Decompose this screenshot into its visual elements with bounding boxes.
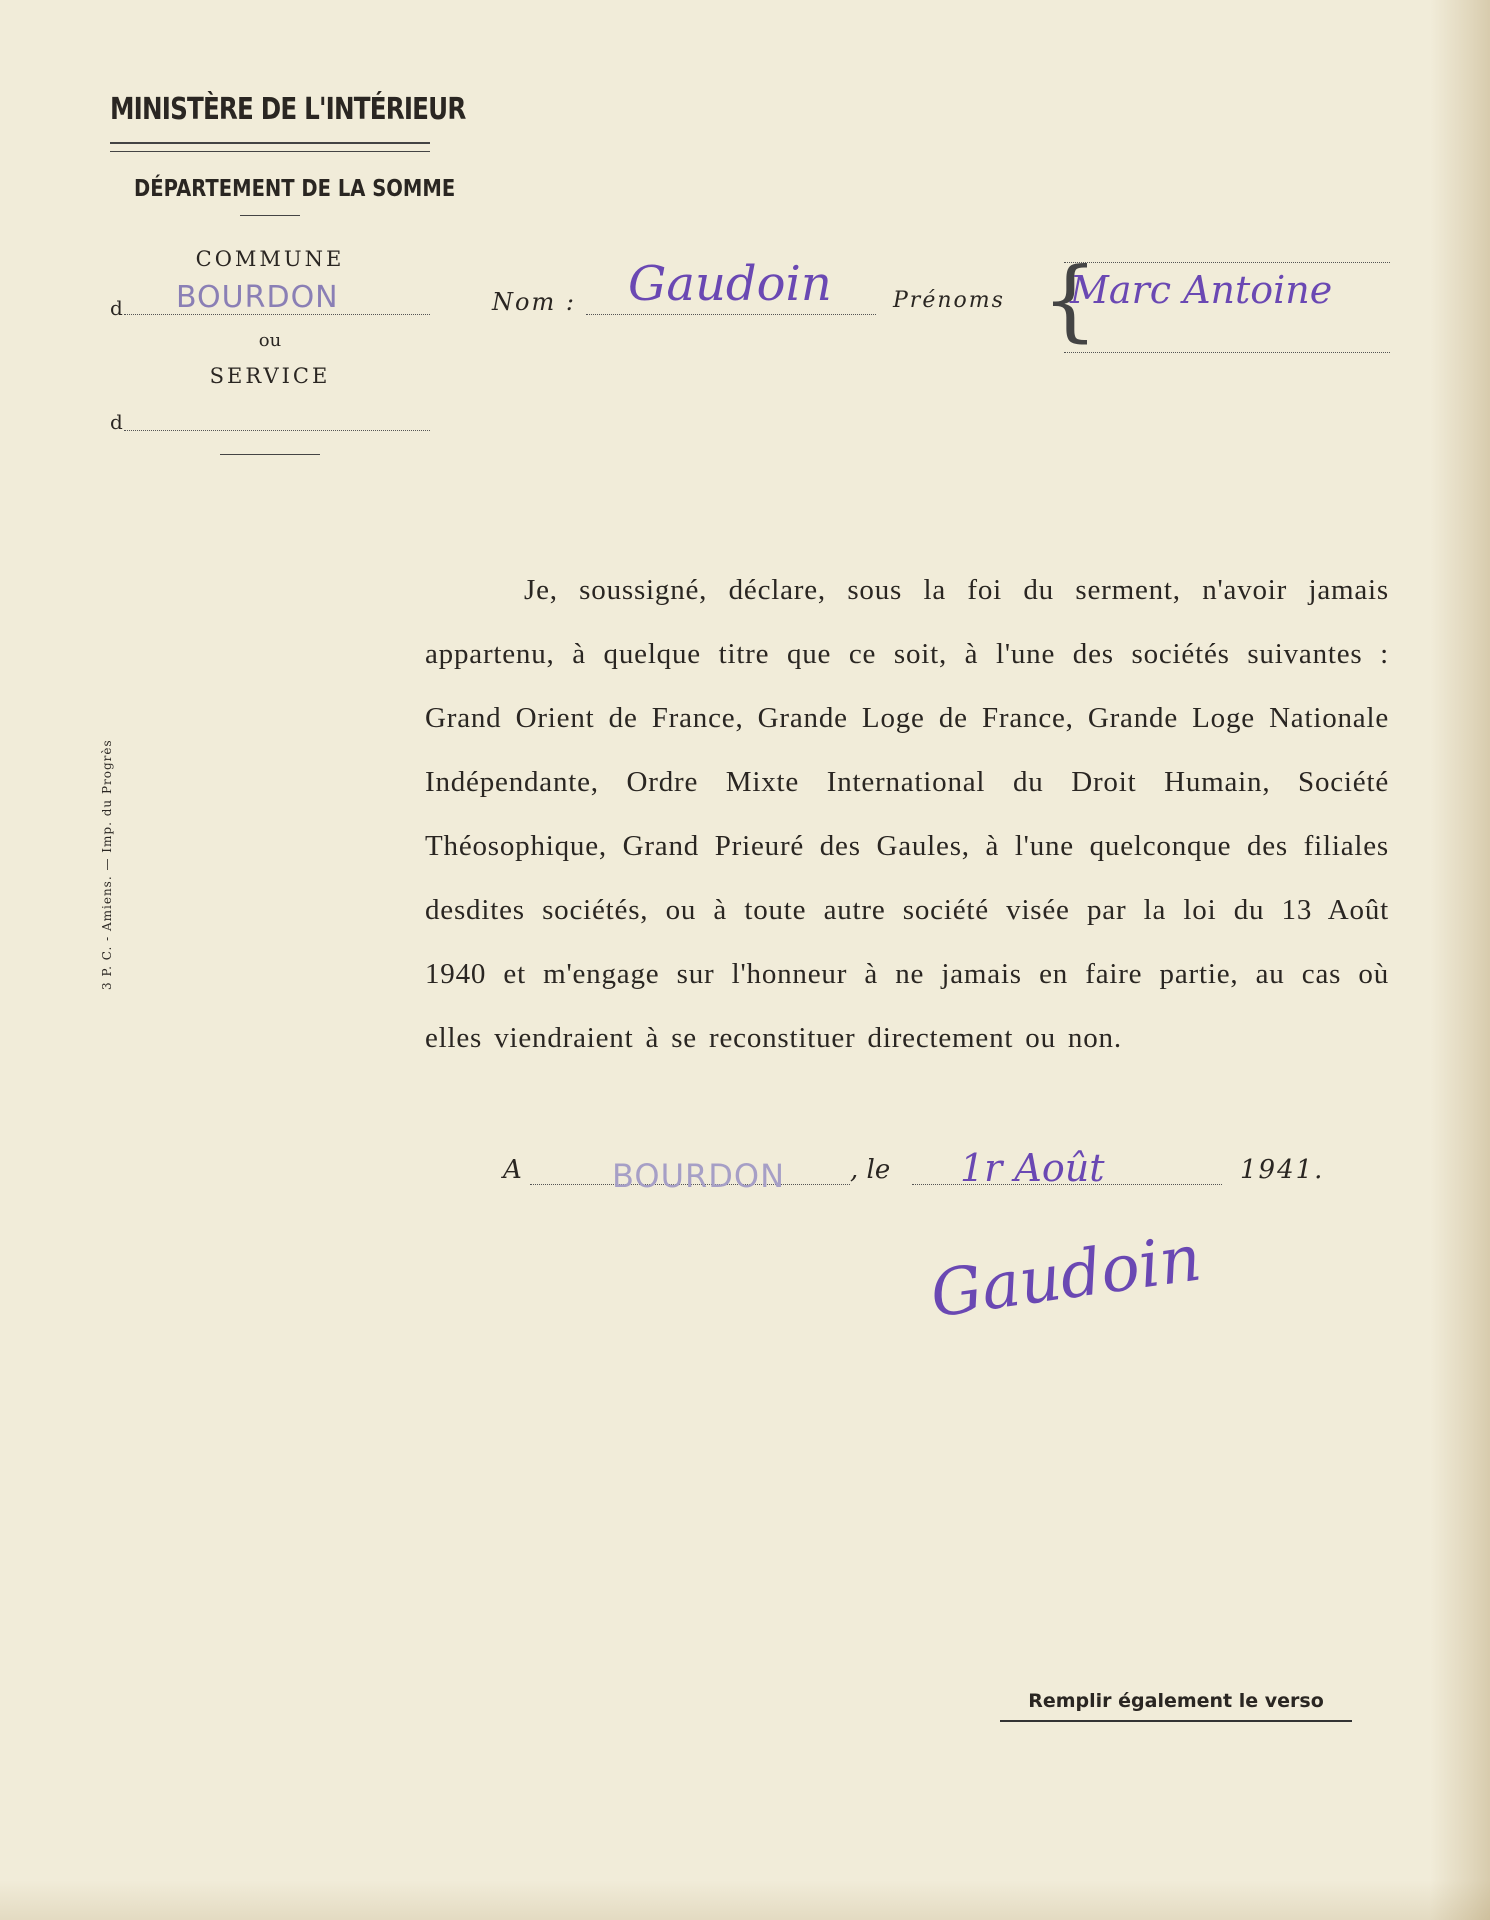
service-d-prefix: d [110, 410, 123, 434]
commune-stamp: BOURDON [176, 280, 339, 315]
heading-double-rule [110, 142, 430, 152]
date-le-label: , le [850, 1155, 891, 1185]
ou-label: ou [258, 330, 282, 351]
prenoms-brace: { [1042, 248, 1098, 351]
prenoms-label: Prénoms [893, 288, 1005, 313]
place-stamp: BOURDON [612, 1157, 785, 1195]
department-heading: DÉPARTEMENT DE LA SOMME [134, 176, 456, 202]
signature: Gaudoin [926, 1221, 1206, 1333]
prenoms-dotted-line-2 [1064, 352, 1390, 353]
nom-handwritten: Gaudoin [628, 256, 832, 312]
date-handwritten: 1r Août [960, 1146, 1105, 1190]
place-a-label: A [503, 1155, 522, 1185]
service-dotted-line [124, 430, 430, 431]
printer-imprint: 3 P. C. - Amiens. — Imp. du Progrès [100, 739, 114, 990]
nom-dotted-line [586, 314, 876, 315]
declaration-text: Je, soussigné, déclare, sous la foi du serment, n'avoir jamais appartenu, à quelque titre que ce soit, à l'une des sociétés suivantes : Grand Orient de France, Grande Loge de France, Grande Loge Nationale Indépendante, Ordre Mixte International du Droit Humain, Société Théosophique, Grand Prieuré des Gaules, à l'une quelconque des filiales desdites sociétés, ou à toute autre société visée par la loi du 13 Août 1940 et m'engage sur l'honneur à ne jamais en faire partie, au cas où elles viendraient à se reconstituer directement ou non. [425, 574, 1389, 1054]
commune-d-prefix: d [110, 296, 123, 320]
fill-verso-note: Remplir également le verso [1000, 1690, 1352, 1722]
commune-label: COMMUNE [195, 247, 345, 271]
prenoms-dotted-line-1 [1064, 262, 1390, 263]
service-label: SERVICE [209, 364, 331, 388]
ministry-heading: MINISTÈRE DE L'INTÉRIEUR [110, 92, 466, 127]
prenoms-handwritten: Marc Antoine [1070, 268, 1333, 312]
date-year: 1941. [1240, 1155, 1325, 1185]
nom-label: Nom : [492, 288, 576, 316]
